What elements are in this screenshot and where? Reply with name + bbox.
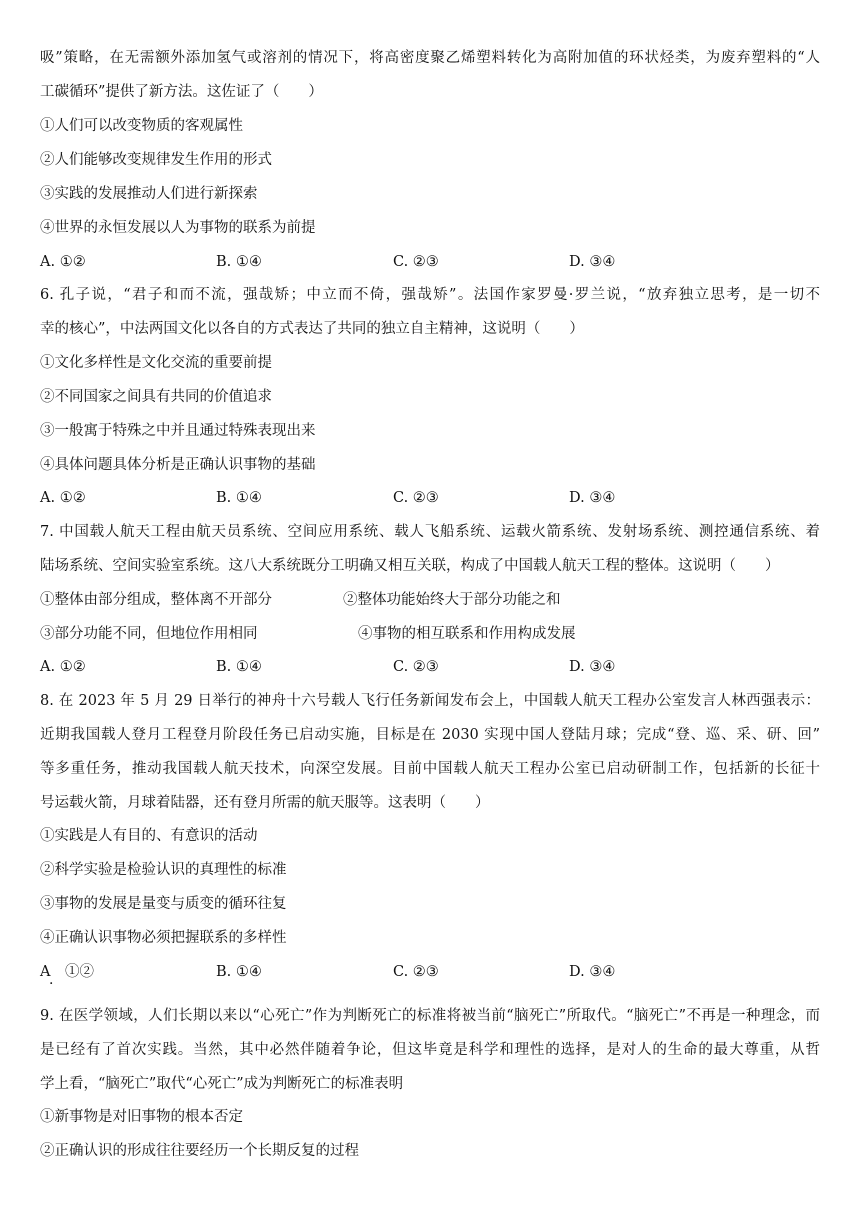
q5-item-3: ③实践的发展推动人们进行新探索 (40, 186, 258, 202)
q5-option-b[interactable]: B. ①④ (216, 254, 262, 270)
q7-stem-line-1: 7. 中国载人航天工程由航天员系统、空间应用系统、载人飞船系统、运载火箭系统、发射场系统、测控通信系统、着 (40, 524, 820, 540)
q8-option-c[interactable]: C. ②③ (393, 964, 439, 980)
q6-option-c[interactable]: C. ②③ (393, 490, 439, 506)
q8-stem-line-1: 8. 在 2023 年 5 月 29 日举行的神舟十六号载人飞行任务新闻发布会上，中国载人航天工程办公室发言人林西强表示： (40, 693, 820, 709)
q6-item-2: ②不同国家之间具有共同的价值追求 (40, 389, 272, 405)
q7-item-3: ③部分功能不同，但地位作用相同 (40, 626, 258, 642)
q8-stem-line-4: 号运载火箭，月球着陆器，还有登月所需的航天服等。这表明（ ） (40, 795, 490, 811)
q8-option-a[interactable]: A ①② (40, 964, 94, 980)
q5-option-d[interactable]: D. ③④ (569, 254, 616, 270)
q7-option-d[interactable]: D. ③④ (569, 659, 616, 675)
q8-item-4: ④正确认识事物必须把握联系的多样性 (40, 930, 287, 946)
q5-stem-line-1: 吸”策略，在无需额外添加氢气或溶剂的情况下，将高密度聚乙烯塑料转化为高附加值的环状烃类，为废弃塑料的“人 (40, 50, 820, 66)
q5-item-4: ④世界的永恒发展以人为事物的联系为前提 (40, 220, 316, 236)
q5-item-2: ②人们能够改变规律发生作用的形式 (40, 152, 272, 168)
q7-option-a[interactable]: A. ①② (40, 659, 86, 675)
q8-stem-line-2: 近期我国载人登月工程登月阶段任务已启动实施，目标是在 2030 实现中国人登陆月球；完成“登、巡、采、研、回” (40, 727, 820, 743)
q7-option-c[interactable]: C. ②③ (393, 659, 439, 675)
q9-stem-line-2: 是已经有了首次实践。当然，其中必然伴随着争论，但这毕竟是科学和理性的选择，是对人的生命的最大尊重，从哲 (40, 1042, 820, 1058)
q7-item-2: ②整体功能始终大于部分功能之和 (343, 592, 561, 608)
q8-item-2: ②科学实验是检验认识的真理性的标准 (40, 862, 287, 878)
q5-item-1: ①人们可以改变物质的客观属性 (40, 118, 243, 134)
q5-option-a[interactable]: A. ①② (40, 254, 86, 270)
q7-stem-line-2: 陆场系统、空间实验室系统。这八大系统既分工明确又相互关联，构成了中国载人航天工程的整体。这说明（ ） (40, 558, 780, 574)
q7-item-1: ①整体由部分组成，整体离不开部分 (40, 592, 272, 608)
q6-option-a[interactable]: A. ①② (40, 490, 86, 506)
q9-item-2: ②正确认识的形成往往要经历一个长期反复的过程 (40, 1143, 359, 1159)
q8-option-d[interactable]: D. ③④ (569, 964, 616, 980)
q9-item-1: ①新事物是对旧事物的根本否定 (40, 1109, 243, 1125)
q6-stem-line-2: 幸的核心”，中法两国文化以各自的方式表达了共同的独立自主精神，这说明（ ） (40, 321, 584, 337)
q7-option-b[interactable]: B. ①④ (216, 659, 262, 675)
q8-item-1: ①实践是人有目的、有意识的活动 (40, 828, 258, 844)
q6-stem-line-1: 6. 孔子说，“君子和而不流，强哉矫；中立而不倚，强哉矫”。法国作家罗曼·罗兰说，“放弃独立思考，是一切不 (40, 287, 820, 303)
q8-option-a-dot: · (49, 976, 54, 992)
q5-option-c[interactable]: C. ②③ (393, 254, 439, 270)
q6-item-3: ③一般寓于特殊之中并且通过特殊表现出来 (40, 423, 316, 439)
q9-stem-line-1: 9. 在医学领域，人们长期以来以“心死亡”作为判断死亡的标准将被当前“脑死亡”所取代。“脑死亡”不再是一种理念，而 (40, 1008, 820, 1024)
q6-option-d[interactable]: D. ③④ (569, 490, 616, 506)
q8-item-3: ③事物的发展是量变与质变的循环往复 (40, 896, 287, 912)
q6-option-b[interactable]: B. ①④ (216, 490, 262, 506)
q5-stem-line-2: 工碳循环”提供了新方法。这佐证了（ ） (40, 84, 323, 100)
q8-stem-line-3: 等多重任务，推动我国载人航天技术，向深空发展。目前中国载人航天工程办公室已启动研制工作，包括新的长征十 (40, 761, 820, 777)
q7-item-4: ④事物的相互联系和作用构成发展 (358, 626, 576, 642)
q6-item-1: ①文化多样性是文化交流的重要前提 (40, 355, 272, 371)
q6-item-4: ④具体问题具体分析是正确认识事物的基础 (40, 457, 316, 473)
q9-stem-line-3: 学上看，“脑死亡”取代“心死亡”成为判断死亡的标准表明 (40, 1076, 404, 1092)
q8-option-b[interactable]: B. ①④ (216, 964, 262, 980)
